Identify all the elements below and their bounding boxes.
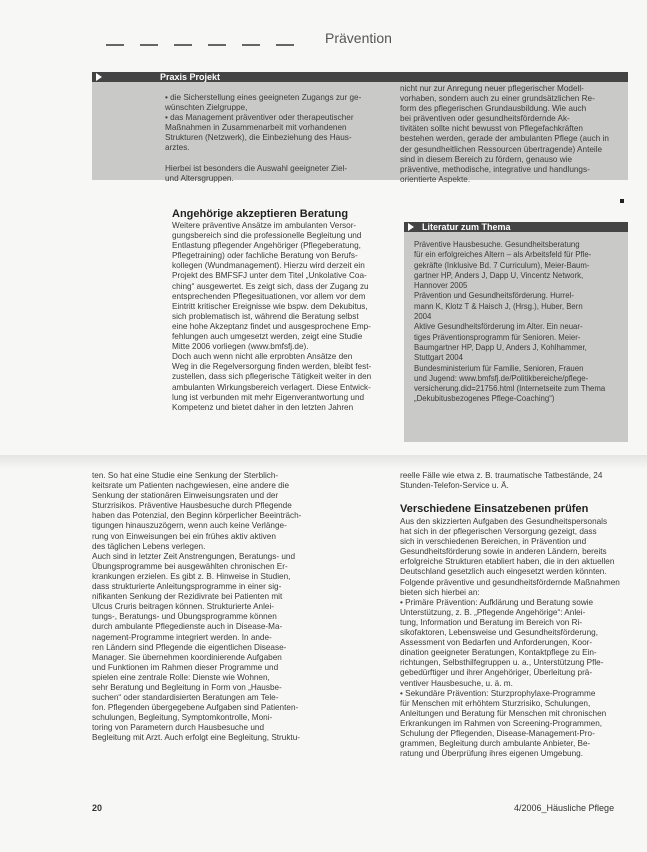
literatur-box-label: Literatur zum Thema (422, 222, 511, 232)
page-fold (0, 455, 647, 469)
arrow-icon (96, 73, 102, 81)
page-number: 20 (92, 803, 103, 813)
arrow-icon (408, 223, 414, 231)
lower-left-body: ten. So hat eine Studie eine Senkung der Sterblich- keitsrate um Patienten nachgewiesen, eine andere die Senkung der stationären Einweisungsraten und der Sturzrisikos. Präventive Hausbesuche durch Pflegende haben das Potenzial, den Beginn körperlicher Beeinträch- tigungen hinauszuzögern, wenn auch keine Verlänge- rung von Einweisungen bei ein frühes aktiv aktiven des täglichen Lebens verlegen. Auch sind in letzter Zeit Anstrengungen, Beratungs- und Übungsprogramme bei ausgewählten chronischen Er- krankungen erzielen. Es gibt z. B. Hinweise in Studien, dass strukturierte Anleitungsprogramme in einer sig- nifikanten Senkung der Rezidivrate bei Patienten mit Ulcus Cruris beitragen können. Strukturierte Anlei- tungs-, Beratungs- und Übungsprogramme können durch ambulante Pflegedienste auch in Disease-Ma- nagement-Programme integriert werden. In ande- ren Ländern sind Pflegende die eigentlichen Disease- Manager. Sie übernehmen koordinierende Aufgaben und Funktionen im Rahmen dieser Programme und spielen eine zentrale Rolle: Dienste wie Wohnen, sehr Beratung und Begleitung in Form von „Hausbe- suchen“ oder standardisierten Beratungen am Tele- fon. Pflegenden übergegebene Aufgaben sind Patienten- schulungen, Begleitung, Symptomkontrolle, Moni- toring von Parametern durch Hausbesuche und Begleitung mit Arzt. Auch erfolgt eine Begleitung, Struktu- (92, 471, 302, 743)
literatur-body: Präventive Hausbesuche. Gesundheitsberatung für ein erfolgreiches Altern – als Arbeitsfeld für Pfle- gekräfte (Inklusive Bd. 7 Curriculum), Meier-Baum- gartner HP, Anders J, Dapp U, Vincentz Network, Hannover 2005 Prävention und Gesundheitsförderung. Hurrel- mann K, Klotz T & Haisch J, (Hrsg.), Huber, Bern 2004 Aktive Gesundheitsförderung im Alter. Ein neuar- tiges Präventionsprogramm für Senioren. Meier- Baumgartner HP, Dapp U, Anders J, Kohlhammer, Stuttgart 2004 Bundesministerium für Familie, Senioren, Frauen und Jugend: www.bmfsfj.de/Politikbereiche/pflege- versicherung.did=21756.html (Internetseite zum Thema „Dekubitusbezogenes Pflege-Coaching“) (414, 240, 606, 404)
angehoerige-body: Weitere präventive Ansätze im ambulanten Versor- gungsbereich sind die professionelle Begleitung und Entlastung pflegender Angehöriger (Pflegeberatung, Pflegetraining) oder fachliche Beratung von Berufs- kollegen (Wundmanagement). Hierzu wird derzeit ein Projekt des BMFSFJ unter dem Titel „Unkolative Coa- ching“ ausgewertet. Es zeigt sich, dass der Zugang zu entsprechenden Pflegesituationen, vor allem vor dem Eintritt kritischer Ereignisse wie bspw. dem Dekubitus, sich problematisch ist, während die Beratung selbst eine hohe Akzeptanz findet und ausgesprochene Emp- fehlungen auch umgesetzt werden, zeigt eine Studie Mitte 2006 vorliegen (www.bmfsfj.de). Doch auch wenn nicht alle erprobten Ansätze den Weg in die Regelversorgung finden werden, bleibt fest- zustellen, dass sich pflegerische Tätigkeit weiter in den ambulanten Wirkungsbereich verlagert. Diese Entwick- lung ist verbunden mit mehr Eigenverantwortung und Kompetenz und bietet daher in den letzten Jahren (172, 221, 372, 412)
lower-right-intro: reelle Fälle wie etwa z. B. traumatische Tatbestände, 24 Stunden-Telefon-Service u. Ä. (400, 471, 603, 491)
praxis-col2: nicht nur zur Anregung neuer pflegerischer Modell- vorhaben, sondern auch zu einer grundsätzlichen Re- form des pflegerischen Grundausbildung. Wie auch bei präventiven oder gesundheitsfördernde Ak- tivitäten sollte nicht bewusst von Pflegefachkräften bestehen werden, gerade der ambulanten Pflege (auch in der gesundheitlichen Ressourcen übertragende) Anteile sind in diesem Bereich zu fördern, genauso wie präventive, methodische, integrative und handlungs- orientierte Aspekte. (400, 84, 609, 184)
section-title: Prävention (325, 30, 392, 46)
literatur-box-header (404, 222, 628, 232)
praxis-col1: • die Sicherstellung eines geeigneten Zugangs zur ge- wünschten Zielgruppe, • das Management präventiver oder therapeutischer Maßnahmen in Zusammenarbeit mit vorhandenen Strukturen (Netzwerk), die Einbeziehung des Haus- arztes. Hierbei ist besonders die Auswahl geeigneter Ziel- und Altersgruppen. (165, 93, 362, 183)
header-rule (106, 44, 296, 46)
section-heading: Angehörige akzeptieren Beratung (172, 208, 349, 220)
section-heading: Verschiedene Einsatzebenen prüfen (400, 503, 589, 515)
lower-right-body: Aus den skizzierten Aufgaben des Gesundheitspersonals hat sich in der pflegerischen Versorgung gezeigt, dass sich in verschiedenen Bereichen, in Prävention und Gesundheitsförderung sowie in anderen Ländern, bereits erfolgreiche Strukturen etabliert haben, die in den aktuellen Deutschland gesetzlich auch eingesetzt werden könnten. Folgende präventive und gesundheitsfördernde Maßnahmen bieten sich hierbei an: • Primäre Prävention: Aufklärung und Beratung sowie Unterstützung, z. B. „Pflegende Angehörige“: Anlei- tung, Information und Beratung im Bereich von Ri- sikofaktoren, Lebensweise und Gesundheitsförderung, Assessment von Bedarfen und Anforderungen, Koor- dination geeigneter Beratungen, Kontaktpflege zu Ein- richtungen, Selbsthilfegruppen u. a., Unterstützung Pfle- gebedürftiger und ihrer Angehöriger, Überleitung prä- ventiver Hausbesuche, u. ä. m. • Sekundäre Prävention: Sturzprophylaxe-Programme für Menschen mit erhöhtem Sturzrisiko, Schulungen, Anleitungen und Beratung für Menschen mit chronischen Erkrankungen im Rahmen von Screening-Programmen, Schulung der Pflegenden, Disease-Management-Pro- grammen, Begleitung durch ambulante Anbieter, Be- ratung und Überprüfung ihres eigenen Umgebung. (400, 517, 620, 759)
praxis-box-label: Praxis Projekt (160, 72, 221, 82)
end-mark-icon (620, 199, 624, 203)
issue-label: 4/2006_Häusliche Pflege (514, 803, 615, 813)
praxis-box-header (92, 72, 628, 82)
